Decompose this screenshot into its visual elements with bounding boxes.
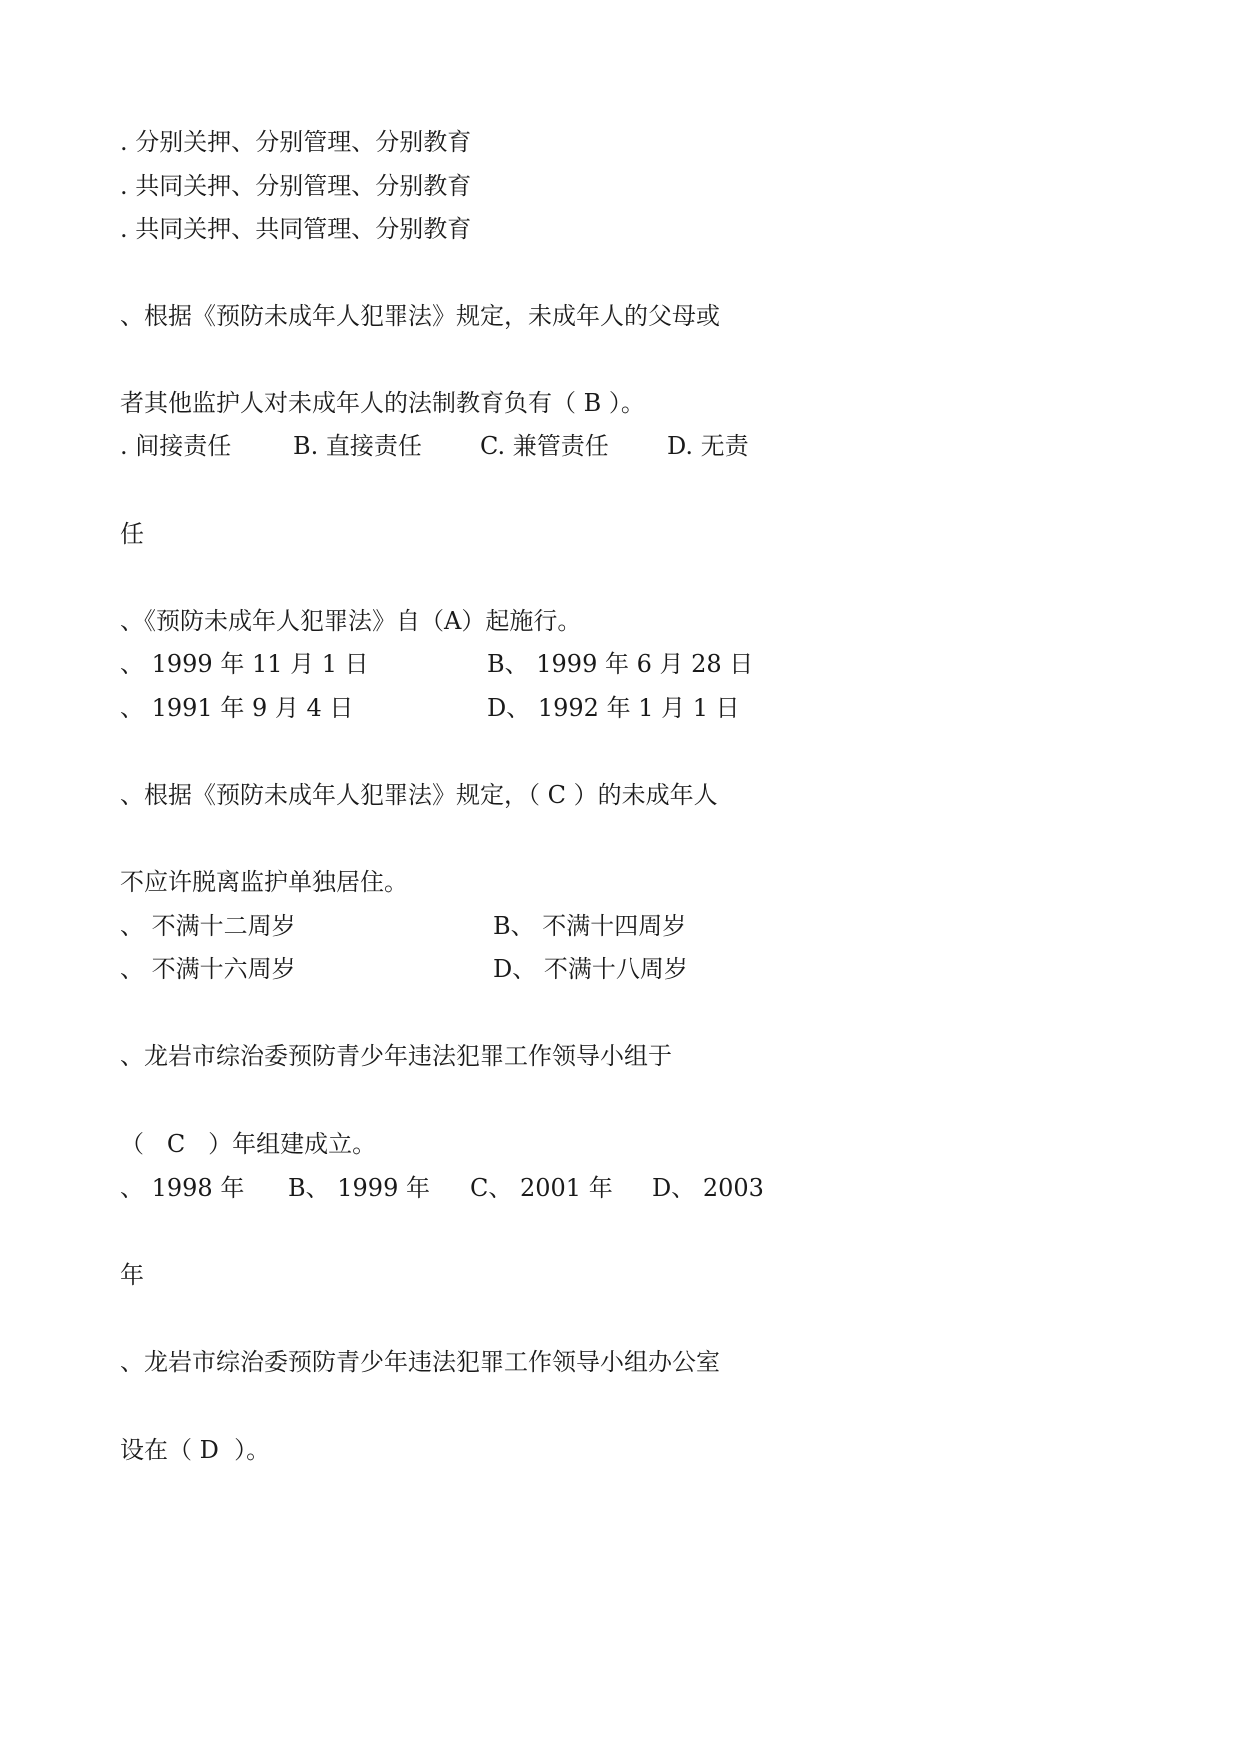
question-stem-q1: 、根据《预防未成年人犯罪法》规定，未成年人的父母或	[120, 302, 720, 330]
option-d-q4-overflow: 年	[120, 1261, 144, 1289]
option-c-q2: 、 1991 年 9 月 4 日	[120, 694, 354, 722]
option-d-q1-overflow: 任	[120, 520, 144, 548]
option-a-q0: . 分别关押、分别管理、分别教育	[120, 128, 472, 156]
question-stem-q5: 、龙岩市综治委预防青少年违法犯罪工作领导小组办公室	[120, 1348, 720, 1376]
option-a-q3: 、 不满十二周岁	[120, 912, 296, 940]
question-stem-q2: 、《预防未成年人犯罪法》自（A）起施行。	[120, 607, 582, 635]
option-b-q2: B、 1999 年 6 月 28 日	[487, 650, 754, 678]
option-b-q3: B、 不满十四周岁	[493, 912, 687, 940]
option-d-q3: D、 不满十八周岁	[493, 955, 688, 983]
option-c-q1: C. 兼管责任	[480, 432, 609, 460]
option-a-q1: . 间接责任	[120, 432, 232, 460]
question-stem-q4: 、龙岩市综治委预防青少年违法犯罪工作领导小组于	[120, 1042, 672, 1070]
option-c-q4: C、 2001 年	[470, 1174, 613, 1202]
question-stem-q1-cont: 者其他监护人对未成年人的法制教育负有（ B ）。	[120, 389, 645, 417]
option-a-q2: 、 1999 年 11 月 1 日	[120, 650, 369, 678]
option-b-q4: B、 1999 年	[288, 1174, 430, 1202]
option-c-q3: 、 不满十六周岁	[120, 955, 296, 983]
option-d-q1: D. 无责	[667, 432, 749, 460]
option-b-q0: . 共同关押、分别管理、分别教育	[120, 172, 472, 200]
option-b-q1: B. 直接责任	[293, 432, 422, 460]
option-c-q0: . 共同关押、共同管理、分别教育	[120, 215, 472, 243]
question-stem-q4-cont: （ C ）年组建成立。	[120, 1130, 377, 1158]
question-stem-q3: 、根据《预防未成年人犯罪法》规定，（ C ）的未成年人	[120, 781, 718, 809]
question-stem-q5-cont: 设在（ D ）。	[120, 1436, 271, 1464]
option-d-q4: D、 2003	[652, 1174, 764, 1202]
option-a-q4: 、 1998 年	[120, 1174, 245, 1202]
question-stem-q3-cont: 不应许脱离监护单独居住。	[120, 868, 408, 896]
option-d-q2: D、 1992 年 1 月 1 日	[487, 694, 740, 722]
